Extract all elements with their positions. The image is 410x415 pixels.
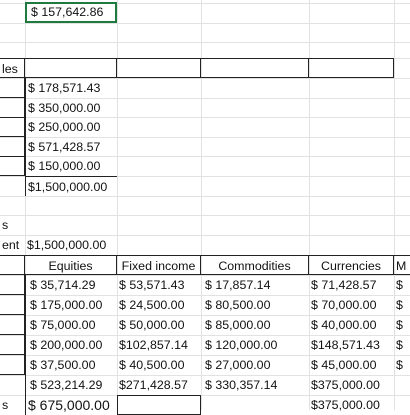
equities-cell[interactable]: $ 37,500.00	[25, 355, 117, 375]
m-cell[interactable]: $	[396, 298, 403, 312]
equities-cell[interactable]: $ 35,714.29	[25, 275, 117, 295]
row-label[interactable]	[0, 355, 25, 375]
row-label[interactable]	[0, 137, 25, 157]
row-label[interactable]	[0, 117, 25, 137]
m-cell[interactable]: $	[396, 358, 403, 372]
header-m[interactable]: M	[394, 255, 410, 275]
cell-value: $ 157,642.86	[31, 5, 104, 19]
currencies-cell[interactable]: $ 71,428.57	[311, 278, 377, 292]
fixed-income-cell[interactable]: $ 50,000.00	[119, 318, 185, 332]
total-currencies[interactable]: $375,000.00	[311, 378, 380, 392]
currencies-cell[interactable]: $148,571.43	[311, 338, 380, 352]
header-fixed-income[interactable]: Fixed income	[117, 255, 201, 275]
row-label[interactable]	[0, 98, 25, 118]
fixed-income-cell[interactable]: $ 40,500.00	[119, 358, 185, 372]
currencies-cell[interactable]: $ 70,000.00	[311, 298, 377, 312]
equities-cell[interactable]: $ 200,000.00	[25, 335, 117, 355]
equities-cell[interactable]: $ 175,000.00	[25, 295, 117, 315]
row-label[interactable]: s	[2, 398, 9, 412]
commodities-cell[interactable]: $ 85,000.00	[205, 318, 271, 332]
grand-total-cell[interactable]: $ 675,000.00	[25, 395, 117, 415]
equities-cell[interactable]: $ 75,000.00	[25, 315, 117, 335]
total-investment-cell[interactable]: $1,500,000.00	[27, 238, 107, 252]
total-cell[interactable]: $1,500,000.00	[25, 176, 117, 196]
row-label[interactable]: s	[2, 218, 9, 232]
m-cell[interactable]: $	[396, 318, 403, 332]
m-cell[interactable]: $	[396, 338, 403, 352]
total-equities[interactable]: $ 523,214.29	[25, 375, 117, 395]
gridline	[0, 42, 410, 43]
header-currencies[interactable]: Currencies	[309, 255, 394, 275]
fixed-income-cell[interactable]: $ 53,571.43	[119, 278, 185, 292]
row-label[interactable]	[0, 315, 25, 335]
header-equities[interactable]: Equities	[25, 255, 117, 275]
m-cell[interactable]: $	[396, 278, 403, 292]
commodities-cell[interactable]: $ 80,500.00	[205, 298, 271, 312]
header-cell[interactable]	[309, 58, 394, 78]
currencies-cell[interactable]: $ 40,000.00	[311, 318, 377, 332]
commodities-cell[interactable]: $ 27,000.00	[205, 358, 271, 372]
value-cell[interactable]: $ 350,000.00	[25, 98, 117, 118]
gridline	[0, 215, 410, 216]
value-cell[interactable]: $ 178,571.43	[25, 78, 117, 98]
row-label[interactable]	[0, 156, 25, 176]
fixed-income-cell[interactable]: $ 24,500.00	[119, 298, 185, 312]
value-cell[interactable]: $ 250,000.00	[25, 117, 117, 137]
value-cell[interactable]: $ 150,000.00	[25, 156, 117, 176]
header-cell[interactable]	[25, 58, 117, 78]
header-cell[interactable]	[117, 58, 201, 78]
row-label[interactable]	[0, 295, 25, 315]
row-label[interactable]	[0, 335, 25, 355]
currencies-cell[interactable]: $ 45,000.00	[311, 358, 377, 372]
row-label[interactable]	[0, 255, 25, 275]
row-label[interactable]: ent	[2, 238, 20, 252]
gridline	[0, 23, 410, 24]
row-label[interactable]	[0, 275, 25, 295]
gridline	[0, 196, 410, 197]
commodities-cell[interactable]: $ 17,857.14	[205, 278, 271, 292]
empty-bordered-cell[interactable]	[117, 395, 201, 415]
header-commodities[interactable]: Commodities	[201, 255, 309, 275]
commodities-cell[interactable]: $ 120,000.00	[205, 338, 278, 352]
row-label[interactable]	[0, 78, 25, 98]
total-commodities[interactable]: $ 330,357.14	[205, 378, 278, 392]
row-label[interactable]: les	[0, 58, 25, 78]
currency-final-cell[interactable]: $375,000.00	[311, 398, 380, 412]
value-cell[interactable]: $ 571,428.57	[25, 137, 117, 157]
header-cell[interactable]	[201, 58, 309, 78]
fixed-income-cell[interactable]: $102,857.14	[119, 338, 188, 352]
selected-cell[interactable]	[25, 2, 117, 23]
total-fixed-income[interactable]: $271,428.57	[119, 378, 188, 392]
